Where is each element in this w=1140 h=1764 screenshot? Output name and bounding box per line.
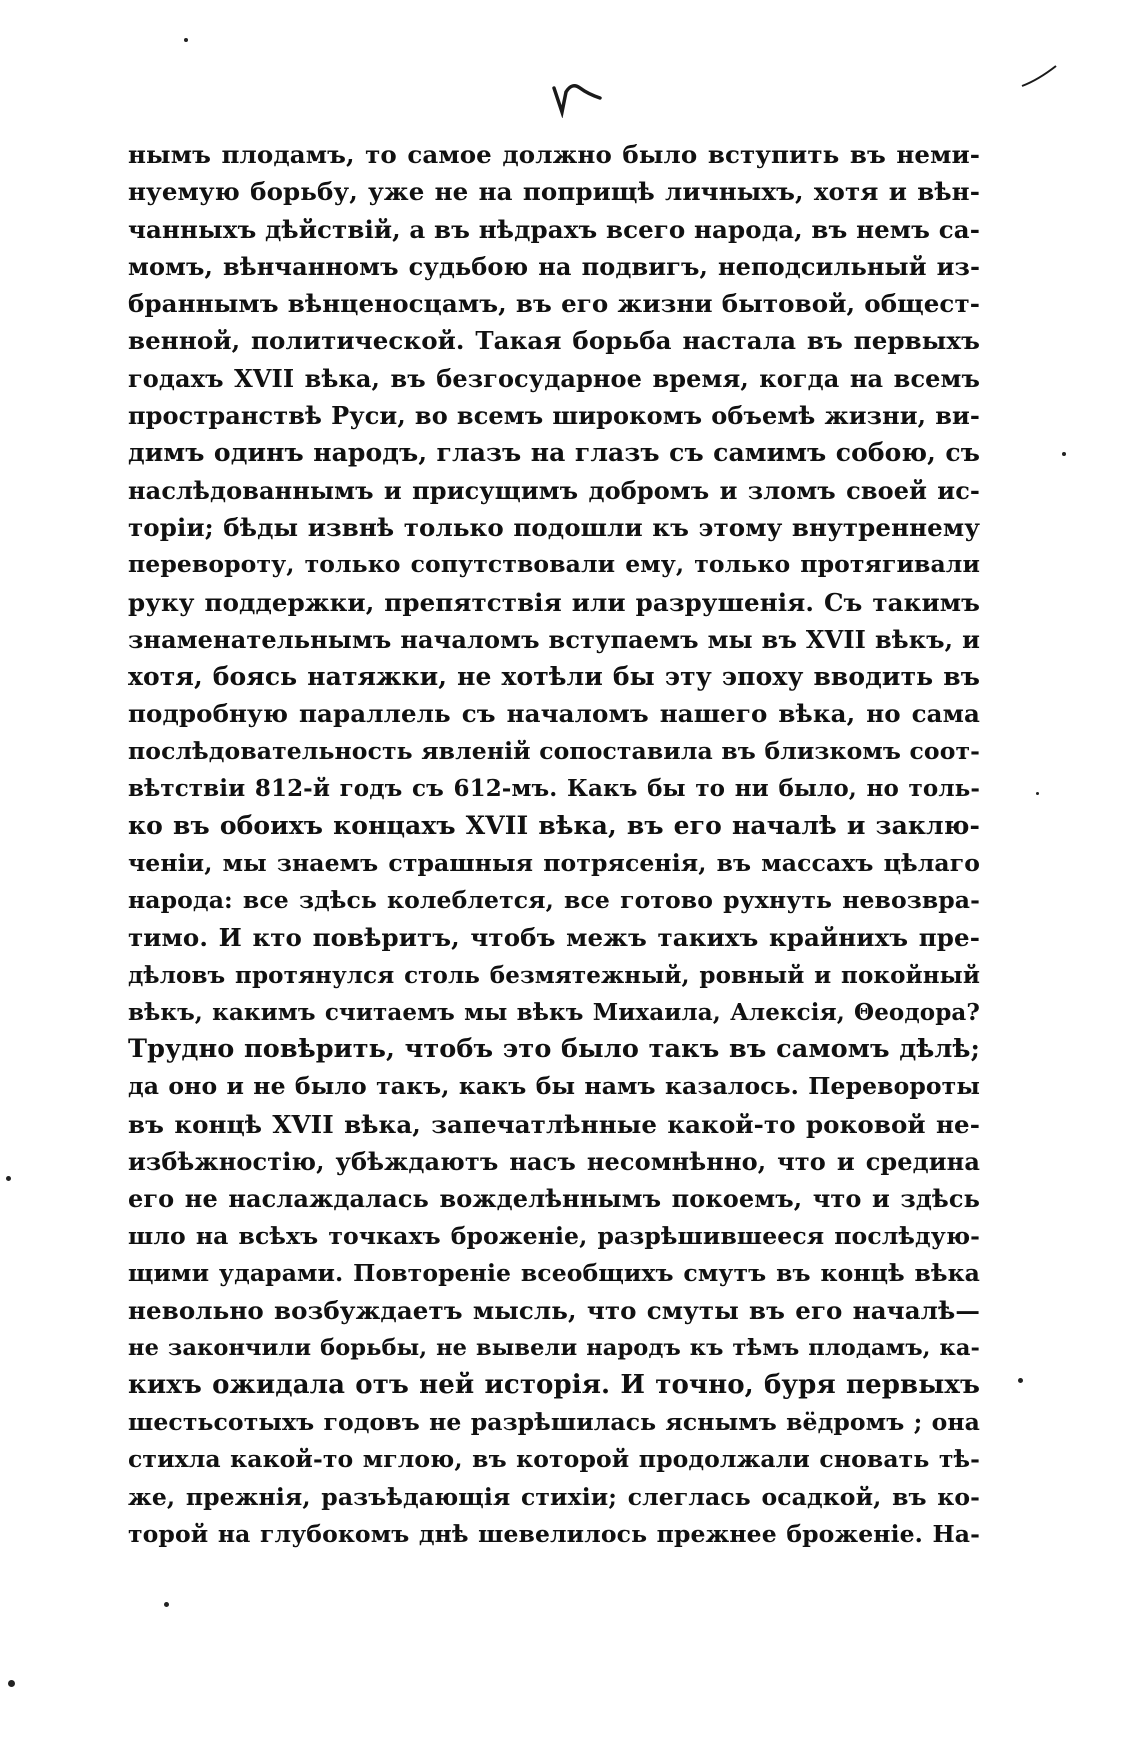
print-speck	[1062, 452, 1066, 456]
text-line: ко въ обоихъ концахъ XVII вѣка, въ его началѣ и заклю-	[128, 811, 980, 841]
text-line: венной, политической. Такая борьба настала въ первыхъ	[128, 326, 980, 356]
text-line: пространствѣ Руси, во всемъ широкомъ объемѣ жизни, ви-	[128, 401, 980, 431]
text-line: избѣжностію, убѣждаютъ насъ несомнѣнно, что и средина	[128, 1147, 980, 1177]
text-line: момъ, вѣнчанномъ судьбою на подвигъ, неподсильный из-	[128, 251, 980, 281]
print-speck	[8, 1680, 15, 1687]
text-line: Трудно повѣрить, чтобъ это было такъ въ самомъ дѣлѣ;	[128, 1034, 980, 1065]
margin-pencil-mark	[1020, 62, 1060, 92]
text-line: стихла какой-то мглою, въ которой продолжали сновать тѣ-	[128, 1445, 980, 1474]
text-line: щими ударами. Повтореніе всеобщихъ смутъ въ концѣ вѣка	[128, 1258, 980, 1287]
text-line: кихъ ожидала отъ ней исторія. И точно, буря первыхъ	[128, 1369, 980, 1400]
text-line: перевороту, только сопутствовали ему, только протягивали	[128, 550, 980, 579]
text-line: его не наслаждалась вожделѣннымъ покоемъ, что и здѣсь	[128, 1184, 980, 1214]
text-line: въ концѣ XVII вѣка, запечатлѣнные какой-то роковой не-	[128, 1109, 980, 1139]
text-line: тимо. И кто повѣритъ, чтобъ межъ такихъ крайнихъ пре-	[128, 923, 980, 953]
text-line: торіи; бѣды извнѣ только подошли къ этому внутреннему	[128, 512, 980, 542]
text-line: послѣдовательность явленій сопоставила въ близкомъ соот-	[128, 736, 980, 765]
print-speck	[1036, 792, 1039, 795]
text-line: руку поддержки, препятствія или разрушенія. Съ такимъ	[128, 587, 980, 617]
print-speck	[6, 1176, 11, 1181]
text-line: чанныхъ дѣйствій, а въ нѣдрахъ всего народа, въ немъ са-	[128, 214, 980, 244]
print-speck	[164, 1602, 169, 1607]
page-number-mark	[548, 78, 608, 118]
text-line: знаменательнымъ началомъ вступаемъ мы въ XVII вѣкъ, и	[128, 624, 980, 654]
text-line: да оно и не было такъ, какъ бы намъ казалось. Перевороты	[128, 1072, 980, 1101]
print-speck	[1018, 1378, 1023, 1383]
text-line: народа: все здѣсь колеблется, все готово рухнуть невозвра-	[128, 885, 980, 914]
text-line: торой на глубокомъ днѣ шевелилось прежнее броженіе. На-	[128, 1519, 980, 1548]
print-speck	[184, 38, 188, 42]
text-line: хотя, боясь натяжки, не хотѣли бы эту эпоху вводить въ	[128, 662, 980, 692]
text-line: наслѣдованнымъ и присущимъ добромъ и зломъ своей ис-	[128, 475, 980, 505]
text-line: годахъ XVII вѣка, въ безгосударное время, когда на всемъ	[128, 363, 980, 393]
text-line: вѣтствіи 812-й годъ съ 612-мъ. Какъ бы то ни было, но толь-	[128, 775, 980, 803]
text-line: подробную параллель съ началомъ нашего вѣка, но сама	[128, 699, 980, 729]
text-line: дѣловъ протянулся столь безмятежный, ровный и покойный	[128, 961, 980, 989]
body-text	[128, 136, 980, 1553]
text-line: нымъ плодамъ, то самое должно было вступить въ неми-	[128, 140, 980, 169]
text-line: ченіи, мы знаемъ страшныя потрясенія, въ массахъ цѣлаго	[128, 848, 980, 877]
text-line: шестьсотыхъ годовъ не разрѣшилась яснымъ вёдромъ ; она	[128, 1408, 980, 1437]
text-line: шло на всѣхъ точкахъ броженіе, разрѣшившееся послѣдую-	[128, 1221, 980, 1250]
text-line: браннымъ вѣнценосцамъ, въ его жизни бытовой, общест-	[128, 289, 980, 319]
text-line: не закончили борьбы, не вывели народъ къ тѣмъ плодамъ, ка-	[128, 1334, 980, 1361]
text-line: же, прежнія, разъѣдающія стихіи; слеглась осадкой, въ ко-	[128, 1482, 980, 1511]
text-line: нуемую борьбу, уже не на поприщѣ личныхъ, хотя и вѣн-	[128, 177, 980, 207]
text-line: димъ одинъ народъ, глазъ на глазъ съ самимъ собою, съ	[128, 438, 980, 468]
text-line: невольно возбуждаетъ мысль, что смуты въ его началѣ—	[128, 1296, 980, 1326]
text-line: вѣкъ, какимъ считаемъ мы вѣкъ Михаила, Алексія, Θеодора?	[128, 998, 980, 1026]
